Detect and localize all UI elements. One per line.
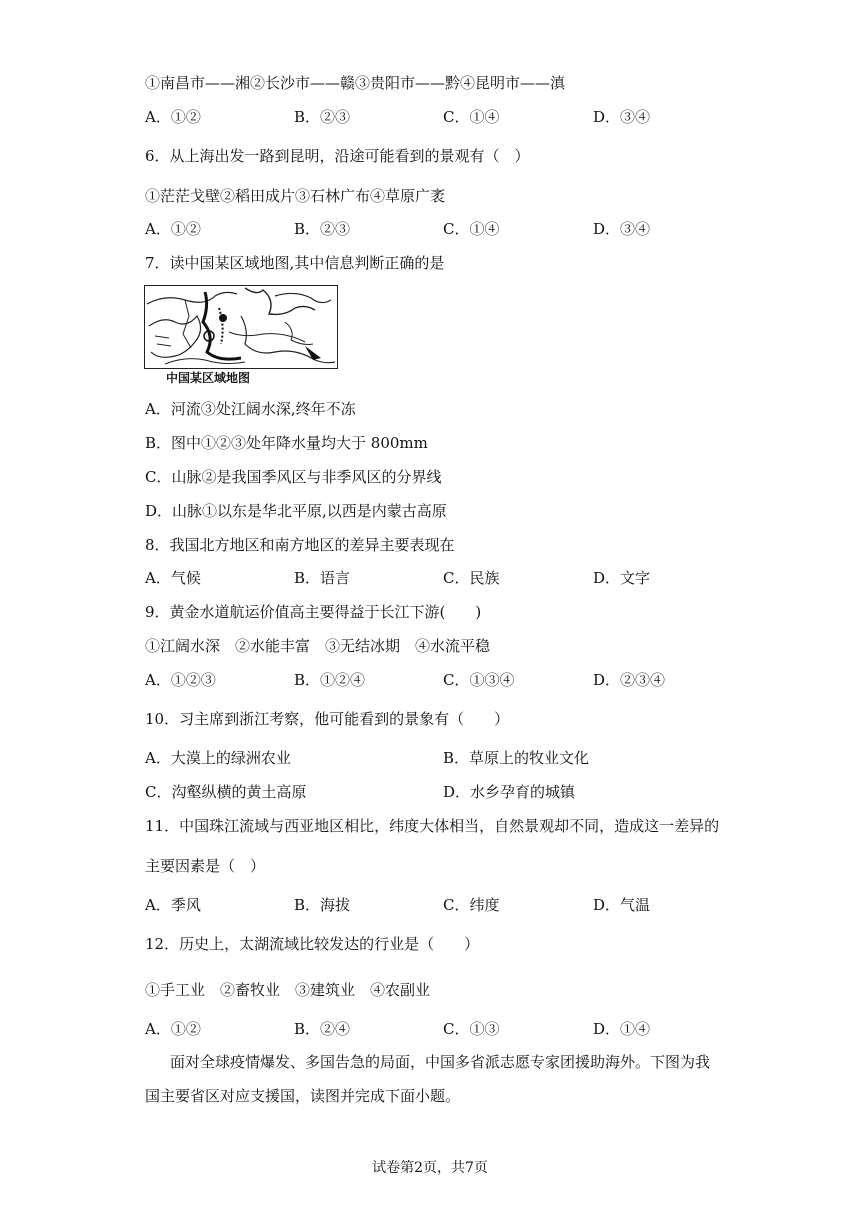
q12-option-d[interactable]: D．①④: [593, 1020, 651, 1038]
q11-option-c[interactable]: C．纬度: [443, 896, 500, 914]
q6-items: ①茫茫戈壁②稻田成片③石林广布④草原广袤: [145, 187, 446, 205]
q6-option-b[interactable]: B．②③: [294, 220, 351, 238]
q8-option-d[interactable]: D．文字: [593, 569, 651, 587]
q7-stem: 7．读中国某区域地图,其中信息判断正确的是: [145, 254, 445, 272]
q5-option-b[interactable]: B．②③: [294, 108, 351, 126]
q11-option-d[interactable]: D．气温: [593, 896, 651, 914]
material-paragraph-line2: 国主要省区对应支援国，读图并完成下面小题。: [145, 1087, 461, 1105]
q10-stem: 10．习主席到浙江考察，他可能看到的景象有（ ）: [145, 710, 510, 728]
region-map-image: [144, 285, 338, 369]
material-paragraph-line1: 面对全球疫情爆发、多国告急的局面，中国多省派志愿专家团援助海外。下图为我: [170, 1053, 711, 1071]
q11-stem-line1: 11．中国珠江流域与西亚地区相比，纬度大体相当，自然景观却不同，造成这一差异的: [145, 817, 720, 835]
q8-option-b[interactable]: B．语言: [294, 569, 351, 587]
q6-option-c[interactable]: C．①④: [443, 220, 500, 238]
q12-items: ①手工业 ②畜牧业 ③建筑业 ④农副业: [145, 981, 431, 999]
q7-option-a[interactable]: A．河流③处江阔水深,终年不冻: [145, 400, 356, 418]
q5-option-d[interactable]: D．③④: [593, 108, 651, 126]
region-map-figure: [144, 285, 338, 385]
q10-option-a[interactable]: A．大漠上的绿洲农业: [145, 749, 291, 767]
q6-stem: 6．从上海出发一路到昆明，沿途可能看到的景观有（ ）: [145, 147, 530, 165]
q12-option-c[interactable]: C．①③: [443, 1020, 500, 1038]
q7-option-c[interactable]: C．山脉②是我国季风区与非季风区的分界线: [145, 468, 442, 486]
region-map-drawing: [145, 286, 337, 368]
q12-stem: 12．历史上，太湖流域比较发达的行业是（ ）: [145, 935, 480, 953]
q7-option-b[interactable]: B．图中①②③处年降水量均大于 800mm: [145, 434, 428, 452]
q9-option-b[interactable]: B．①②④: [294, 671, 366, 689]
q9-stem: 9．黄金水道航运价值高主要得益于长江下游( ): [145, 603, 482, 621]
q12-option-a[interactable]: A．①②: [145, 1020, 201, 1038]
q11-option-b[interactable]: B．海拔: [294, 896, 351, 914]
q10-option-d[interactable]: D．水乡孕育的城镇: [443, 783, 576, 801]
q6-option-a[interactable]: A．①②: [145, 220, 201, 238]
q9-option-c[interactable]: C．①③④: [443, 671, 515, 689]
q6-option-d[interactable]: D．③④: [593, 220, 651, 238]
q7-option-d[interactable]: D．山脉①以东是华北平原,以西是内蒙古高原: [145, 502, 447, 520]
q11-option-a[interactable]: A．季风: [145, 896, 201, 914]
q9-option-a[interactable]: A．①②③: [145, 671, 216, 689]
q10-option-c[interactable]: C．沟壑纵横的黄土高原: [145, 783, 307, 801]
q12-option-b[interactable]: B．②④: [294, 1020, 351, 1038]
q5-items: ①南昌市——湘②长沙市——赣③贵阳市——黔④昆明市——滇: [145, 74, 566, 92]
q5-option-c[interactable]: C．①④: [443, 108, 500, 126]
q11-stem-line2: 主要因素是（ ）: [145, 857, 266, 875]
q8-option-c[interactable]: C．民族: [443, 569, 500, 587]
q5-option-a[interactable]: A．①②: [145, 108, 201, 126]
q8-stem: 8．我国北方地区和南方地区的差异主要表现在: [145, 536, 455, 554]
page-footer: 试卷第2页，共7页: [372, 1160, 488, 1176]
q9-option-d[interactable]: D．②③④: [593, 671, 666, 689]
region-map-caption: 中国某区域地图: [166, 371, 251, 385]
q8-option-a[interactable]: A．气候: [145, 569, 201, 587]
q10-option-b[interactable]: B．草原上的牧业文化: [443, 749, 590, 767]
q9-items: ①江阔水深 ②水能丰富 ③无结冰期 ④水流平稳: [145, 637, 491, 655]
